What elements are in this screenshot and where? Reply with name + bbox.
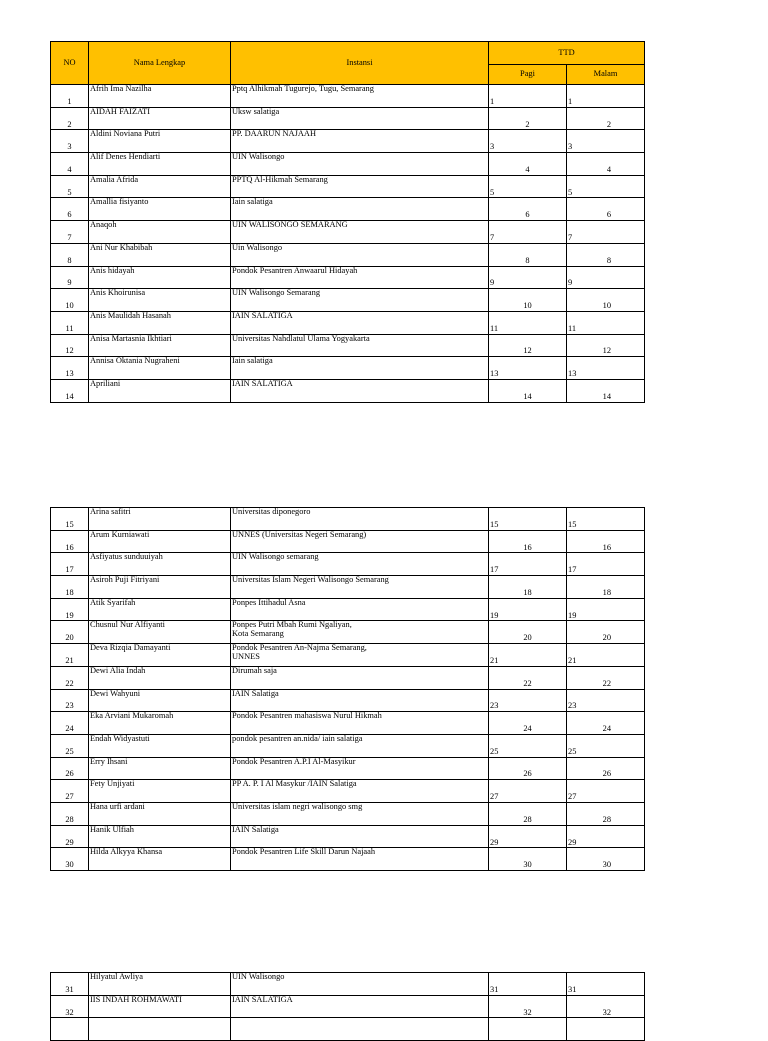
signature-malam: 22 <box>567 666 645 689</box>
table-row <box>51 85 645 108</box>
signature-pagi: 14 <box>489 379 567 402</box>
signature-pagi: 31 <box>489 973 567 996</box>
institution <box>231 598 489 621</box>
table-row <box>51 243 645 266</box>
signature-pagi <box>489 1018 567 1041</box>
signature-pagi: 12 <box>489 334 567 357</box>
institution-line: pondok pesantren an.nida/ iain salatiga <box>232 734 363 743</box>
row-number: 27 <box>51 780 89 803</box>
full-name: Anis Khoirunisa <box>89 289 231 312</box>
row-number: 4 <box>51 153 89 176</box>
table-row <box>51 757 645 780</box>
institution-line: UNNES (Universitas Negeri Semarang) <box>232 530 367 539</box>
institution <box>231 621 489 644</box>
row-number: 11 <box>51 311 89 334</box>
signature-pagi: 19 <box>489 598 567 621</box>
signature-pagi: 4 <box>489 153 567 176</box>
full-name: Endah Widyastuti <box>89 734 231 757</box>
institution-line: Universitas islam negri walisongo smg <box>232 802 363 811</box>
signature-malam: 18 <box>567 576 645 599</box>
full-name: IIS INDAH ROHMAWATI <box>89 995 231 1018</box>
table-row <box>51 598 645 621</box>
signature-pagi: 3 <box>489 130 567 153</box>
signature-malam: 7 <box>567 221 645 244</box>
institution <box>231 973 489 996</box>
institution <box>231 357 489 380</box>
row-number: 26 <box>51 757 89 780</box>
signature-pagi: 8 <box>489 243 567 266</box>
signature-malam: 30 <box>567 848 645 871</box>
institution-line-2: Kota Semarang <box>232 629 284 639</box>
header-malam: Malam <box>567 65 645 85</box>
signature-pagi: 15 <box>489 508 567 531</box>
header-ttd: TTD <box>489 42 645 65</box>
signature-pagi: 5 <box>489 175 567 198</box>
institution-line: IAIN SALATIGA <box>232 379 293 388</box>
institution-line: Ponpes Ittihadul Asna <box>232 598 306 607</box>
institution-line: IAIN SALATIGA <box>232 995 293 1004</box>
institution <box>231 825 489 848</box>
signature-malam: 1 <box>567 85 645 108</box>
institution <box>231 666 489 689</box>
institution <box>231 576 489 599</box>
institution-line: PP A. P. I Al Masykur /IAIN Salatiga <box>232 779 357 789</box>
institution-line: IAIN Salatiga <box>232 825 279 834</box>
full-name: Dewi Alia Indah <box>89 666 231 689</box>
full-name: Aldini Noviana Putri <box>89 130 231 153</box>
table-row <box>51 266 645 289</box>
institution-line: Pondok Pesantren Anwaarul Hidayah <box>232 266 358 275</box>
institution-line: Universitas Islam Negeri Walisongo Semarang <box>232 575 389 585</box>
row-number: 32 <box>51 995 89 1018</box>
row-number: 29 <box>51 825 89 848</box>
institution <box>231 221 489 244</box>
institution-line: UIN Walisongo semarang <box>232 552 319 562</box>
signature-pagi: 10 <box>489 289 567 312</box>
signature-malam: 32 <box>567 995 645 1018</box>
institution <box>231 130 489 153</box>
row-number: 24 <box>51 712 89 735</box>
institution-line: Ponpes Putri Mbah Rumi Ngaliyan, <box>232 620 352 630</box>
signature-pagi: 17 <box>489 553 567 576</box>
full-name: Atik Syarifah <box>89 598 231 621</box>
table-row <box>51 379 645 402</box>
row-number: 8 <box>51 243 89 266</box>
full-name: Eka Arviani Mukaromah <box>89 712 231 735</box>
row-number: 18 <box>51 576 89 599</box>
institution <box>231 757 489 780</box>
full-name: Amallia fisiyanto <box>89 198 231 221</box>
signature-pagi: 24 <box>489 712 567 735</box>
signature-malam: 11 <box>567 311 645 334</box>
institution <box>231 85 489 108</box>
row-number: 13 <box>51 357 89 380</box>
signature-pagi: 18 <box>489 576 567 599</box>
table-row <box>51 107 645 130</box>
signature-malam: 10 <box>567 289 645 312</box>
institution <box>231 734 489 757</box>
table-row <box>51 221 645 244</box>
table-row <box>51 334 645 357</box>
row-number: 7 <box>51 221 89 244</box>
row-number: 31 <box>51 973 89 996</box>
signature-malam: 23 <box>567 689 645 712</box>
institution-line: Iain salatiga <box>232 197 273 207</box>
signature-malam: 20 <box>567 621 645 644</box>
signature-pagi: 25 <box>489 734 567 757</box>
full-name: Arum Kurniawati <box>89 530 231 553</box>
signature-pagi: 23 <box>489 689 567 712</box>
institution-line: Universitas Nahdlatul Ulama Yogyakarta <box>232 334 370 343</box>
institution <box>231 198 489 221</box>
institution <box>231 508 489 531</box>
institution <box>231 175 489 198</box>
table-row <box>51 734 645 757</box>
row-number <box>51 1018 89 1041</box>
full-name: Hilda Alkyya Khansa <box>89 848 231 871</box>
signature-malam: 6 <box>567 198 645 221</box>
row-number: 2 <box>51 107 89 130</box>
institution-line: Pondok Pesantren An-Najma Semarang, <box>232 643 367 653</box>
institution <box>231 1018 489 1041</box>
signature-malam: 4 <box>567 153 645 176</box>
full-name: Anis Maulidah Hasanah <box>89 311 231 334</box>
full-name: Alif Denes Hendiarti <box>89 153 231 176</box>
full-name: Hanik Ulfiah <box>89 825 231 848</box>
row-number: 22 <box>51 666 89 689</box>
institution <box>231 780 489 803</box>
table-row <box>51 712 645 735</box>
institution-line: Dirumah saja <box>232 666 277 675</box>
signature-malam: 25 <box>567 734 645 757</box>
signature-malam: 2 <box>567 107 645 130</box>
institution <box>231 689 489 712</box>
institution <box>231 266 489 289</box>
row-number: 16 <box>51 530 89 553</box>
table-row <box>51 666 645 689</box>
institution <box>231 289 489 312</box>
signature-pagi: 6 <box>489 198 567 221</box>
row-number: 28 <box>51 802 89 825</box>
table-row <box>51 311 645 334</box>
table-row <box>51 175 645 198</box>
signature-pagi: 2 <box>489 107 567 130</box>
table-row <box>51 130 645 153</box>
institution-line: PPTQ Al-Hikmah Semarang <box>232 175 328 184</box>
institution-line: Universitas diponegoro <box>232 507 311 516</box>
header-name: Nama Lengkap <box>89 42 231 85</box>
signature-pagi: 20 <box>489 621 567 644</box>
signature-malam: 15 <box>567 508 645 531</box>
institution <box>231 712 489 735</box>
signature-malam: 17 <box>567 553 645 576</box>
institution <box>231 530 489 553</box>
table-row <box>51 153 645 176</box>
row-number: 23 <box>51 689 89 712</box>
signature-malam: 26 <box>567 757 645 780</box>
signature-pagi: 11 <box>489 311 567 334</box>
signature-pagi: 29 <box>489 825 567 848</box>
table-row <box>51 357 645 380</box>
full-name: Chusnul Nur Alfiyanti <box>89 621 231 644</box>
institution-line: UIN Walisongo <box>232 152 285 162</box>
signature-malam: 12 <box>567 334 645 357</box>
signature-pagi: 16 <box>489 530 567 553</box>
signature-pagi: 22 <box>489 666 567 689</box>
signature-malam: 31 <box>567 973 645 996</box>
signature-malam: 13 <box>567 357 645 380</box>
full-name: Afrih Ima Nazilha <box>89 85 231 108</box>
table-row <box>51 621 645 644</box>
institution-line: Pptq Alhikmah Tugurejo, Tugu, Semarang <box>232 84 374 93</box>
institution-line: Iain salatiga <box>232 356 273 366</box>
full-name: AIDAH FAIZATI <box>89 107 231 130</box>
table-row <box>51 289 645 312</box>
full-name: Ani Nur Khabibah <box>89 243 231 266</box>
header-pagi: Pagi <box>489 65 567 85</box>
signature-pagi: 1 <box>489 85 567 108</box>
signature-malam: 29 <box>567 825 645 848</box>
row-number: 10 <box>51 289 89 312</box>
table-row <box>51 198 645 221</box>
table-row <box>51 553 645 576</box>
institution <box>231 334 489 357</box>
table-row <box>51 644 645 667</box>
attendance-table-page-3 <box>50 972 645 1041</box>
institution <box>231 995 489 1018</box>
attendance-table-page-2 <box>50 507 645 871</box>
row-number: 14 <box>51 379 89 402</box>
full-name: Hilyatul Awliya <box>89 973 231 996</box>
row-number: 1 <box>51 85 89 108</box>
institution <box>231 379 489 402</box>
row-number: 12 <box>51 334 89 357</box>
institution-line: PP. DAARUN NAJAAH <box>232 129 316 139</box>
full-name: Asfiyatus sunduuiyah <box>89 553 231 576</box>
signature-pagi: 13 <box>489 357 567 380</box>
full-name: Asiroh Puji Fitriyani <box>89 576 231 599</box>
signature-pagi: 30 <box>489 848 567 871</box>
signature-malam: 3 <box>567 130 645 153</box>
institution <box>231 553 489 576</box>
full-name: Anis hidayah <box>89 266 231 289</box>
signature-pagi: 32 <box>489 995 567 1018</box>
institution-line: Pondok Pesantren A.P.I Al-Masyikur <box>232 757 356 766</box>
full-name: Deva Rizqia Damayanti <box>89 644 231 667</box>
institution-line: Uksw salatiga <box>232 107 280 116</box>
institution-line: UIN Walisongo <box>232 972 285 981</box>
table-row <box>51 825 645 848</box>
row-number: 6 <box>51 198 89 221</box>
signature-malam: 16 <box>567 530 645 553</box>
full-name: Annisa Oktania Nugraheni <box>89 357 231 380</box>
row-number: 20 <box>51 621 89 644</box>
institution <box>231 107 489 130</box>
header-institution: Instansi <box>231 42 489 85</box>
full-name: Amalia Afrida <box>89 175 231 198</box>
table-row <box>51 508 645 531</box>
table-row <box>51 689 645 712</box>
table-row <box>51 530 645 553</box>
signature-malam: 5 <box>567 175 645 198</box>
row-number: 21 <box>51 644 89 667</box>
institution <box>231 644 489 667</box>
row-number: 17 <box>51 553 89 576</box>
signature-malam: 24 <box>567 712 645 735</box>
row-number: 30 <box>51 848 89 871</box>
signature-malam: 21 <box>567 644 645 667</box>
row-number: 5 <box>51 175 89 198</box>
row-number: 19 <box>51 598 89 621</box>
header-no: NO <box>51 42 89 85</box>
institution-line: IAIN Salatiga <box>232 689 279 698</box>
institution <box>231 311 489 334</box>
signature-malam: 14 <box>567 379 645 402</box>
table-row <box>51 576 645 599</box>
full-name: Apriliani <box>89 379 231 402</box>
institution <box>231 243 489 266</box>
table-row <box>51 802 645 825</box>
full-name: Erry Ihsani <box>89 757 231 780</box>
row-number: 3 <box>51 130 89 153</box>
signature-pagi: 27 <box>489 780 567 803</box>
institution <box>231 848 489 871</box>
signature-malam: 27 <box>567 780 645 803</box>
full-name: Dewi Wahyuni <box>89 689 231 712</box>
table-row <box>51 973 645 996</box>
table-row <box>51 1018 645 1041</box>
institution-line: UIN Walisongo Semarang <box>232 288 321 298</box>
row-number: 9 <box>51 266 89 289</box>
signature-pagi: 9 <box>489 266 567 289</box>
institution <box>231 802 489 825</box>
institution-line-2: UNNES <box>232 651 260 661</box>
institution <box>231 153 489 176</box>
table-row <box>51 848 645 871</box>
signature-pagi: 7 <box>489 221 567 244</box>
signature-pagi: 21 <box>489 644 567 667</box>
institution-line: IAIN SALATIGA <box>232 311 293 320</box>
full-name: Arina safitri <box>89 508 231 531</box>
table-row <box>51 995 645 1018</box>
full-name: Fety Unjiyati <box>89 780 231 803</box>
row-number: 15 <box>51 508 89 531</box>
signature-malam <box>567 1018 645 1041</box>
institution-line: Uin Walisongo <box>232 243 283 252</box>
institution-line: Pondok Pesantren mahasiswa Nurul Hikmah <box>232 711 382 721</box>
full-name: Hana urfi ardani <box>89 802 231 825</box>
full-name: Anaqoh <box>89 221 231 244</box>
institution-line: Pondok Pesantren Life Skill Darun Najaah <box>232 847 376 857</box>
row-number: 25 <box>51 734 89 757</box>
signature-malam: 8 <box>567 243 645 266</box>
signature-malam: 9 <box>567 266 645 289</box>
signature-pagi: 26 <box>489 757 567 780</box>
signature-pagi: 28 <box>489 802 567 825</box>
full-name: Anisa Martasnia Ikhtiari <box>89 334 231 357</box>
full-name <box>89 1018 231 1041</box>
signature-malam: 28 <box>567 802 645 825</box>
table-row <box>51 780 645 803</box>
signature-malam: 19 <box>567 598 645 621</box>
institution-line: UIN WALISONGO SEMARANG <box>232 220 348 230</box>
attendance-table-page-1 <box>50 41 645 403</box>
